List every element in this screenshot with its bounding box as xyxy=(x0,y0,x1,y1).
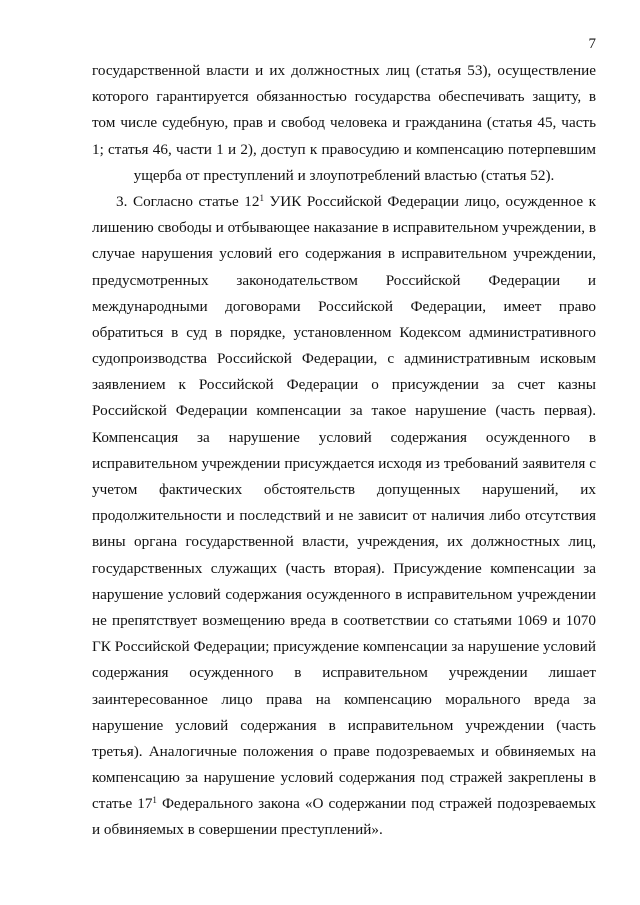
text-line: 1; статья 46, части 1 и 2), доступ к правосудию и компенсацию потерпевшим xyxy=(92,140,596,158)
text-line: нарушение условий содержания осужденного в исправительном учреждении xyxy=(92,585,596,603)
text-line-first xyxy=(92,189,596,215)
text-line: международными договорами Российской Федерации, имеет право xyxy=(92,297,596,315)
text-fragment: 3. Согласно статье 12 xyxy=(116,192,260,210)
page-number: 7 xyxy=(588,36,596,52)
text-fragment: УИК Российской Федерации лицо, осужденное к xyxy=(263,192,596,210)
document-body xyxy=(92,58,596,844)
text-line: исправительном учреждении присуждается исходя из требований заявителя с xyxy=(92,454,596,472)
text-line-sup xyxy=(92,791,596,817)
text-line: заявлением к Российской Федерации о присуждении за счет казны xyxy=(92,376,596,394)
text-line: ГК Российской Федерации; присуждение компенсации за нарушение условий xyxy=(92,638,596,656)
text-line: заинтересованное лицо права на компенсацию морального вреда за xyxy=(92,690,596,708)
superscript: 1 xyxy=(259,192,264,203)
text-line: которого гарантируется обязанностью государства обеспечивать защиту, в xyxy=(92,88,596,106)
text-line: компенсацию за нарушение условий содержания под стражей закреплены в xyxy=(92,769,596,787)
text-line: Российской Федерации компенсации за такое нарушение (часть первая). xyxy=(92,402,596,420)
text-line: судопроизводства Российской Федерации, с административным исковым xyxy=(92,350,596,368)
text-line: государственной власти и их должностных лиц (статья 53), осуществление xyxy=(92,62,596,79)
text-line: обратиться в суд в порядке, установленном Кодексом административного xyxy=(92,323,596,341)
superscript: 1 xyxy=(152,795,157,806)
text-line: случае нарушения условий его содержания в исправительном учреждении, xyxy=(92,245,596,263)
paragraph-1 xyxy=(92,58,596,189)
text-line: вины органа государственной власти, учреждения, их должностных лиц, xyxy=(92,533,596,551)
text-line: ущерба от преступлений и злоупотреблений властью (статья 52). xyxy=(133,166,555,184)
text-line: лишению свободы и отбывающее наказание в исправительном учреждении, в xyxy=(92,219,596,237)
text-line: содержания осужденного в исправительном учреждении лишает xyxy=(92,664,596,682)
text-line: не препятствует возмещению вреда в соответствии со статьями 1069 и 1070 xyxy=(92,611,596,629)
text-line: продолжительности и последствий и не зависит от наличия либо отсутствия xyxy=(92,507,596,525)
text-line: том числе судебную, прав и свобод человека и гражданина (статья 45, часть xyxy=(92,114,596,132)
text-line: предусмотренных законодательством Российской Федерации и xyxy=(92,271,596,289)
text-line: Компенсация за нарушение условий содержания осужденного в xyxy=(92,428,596,446)
text-line-last: и обвиняемых в совершении преступлений». xyxy=(92,821,383,839)
text-line: нарушение условий содержания в исправительном учреждении (часть xyxy=(92,716,596,734)
text-fragment: Федерального закона «О содержании под стражей подозреваемых xyxy=(156,795,596,813)
text-line: третья). Аналогичные положения о праве подозреваемых и обвиняемых на xyxy=(92,742,596,760)
text-fragment: статье 17 xyxy=(92,795,153,813)
text-line: государственных служащих (часть вторая). Присуждение компенсации за xyxy=(92,559,596,577)
text-line: учетом фактических обстоятельств допущенных нарушений, их xyxy=(92,481,596,498)
paragraph-2 xyxy=(92,189,596,844)
